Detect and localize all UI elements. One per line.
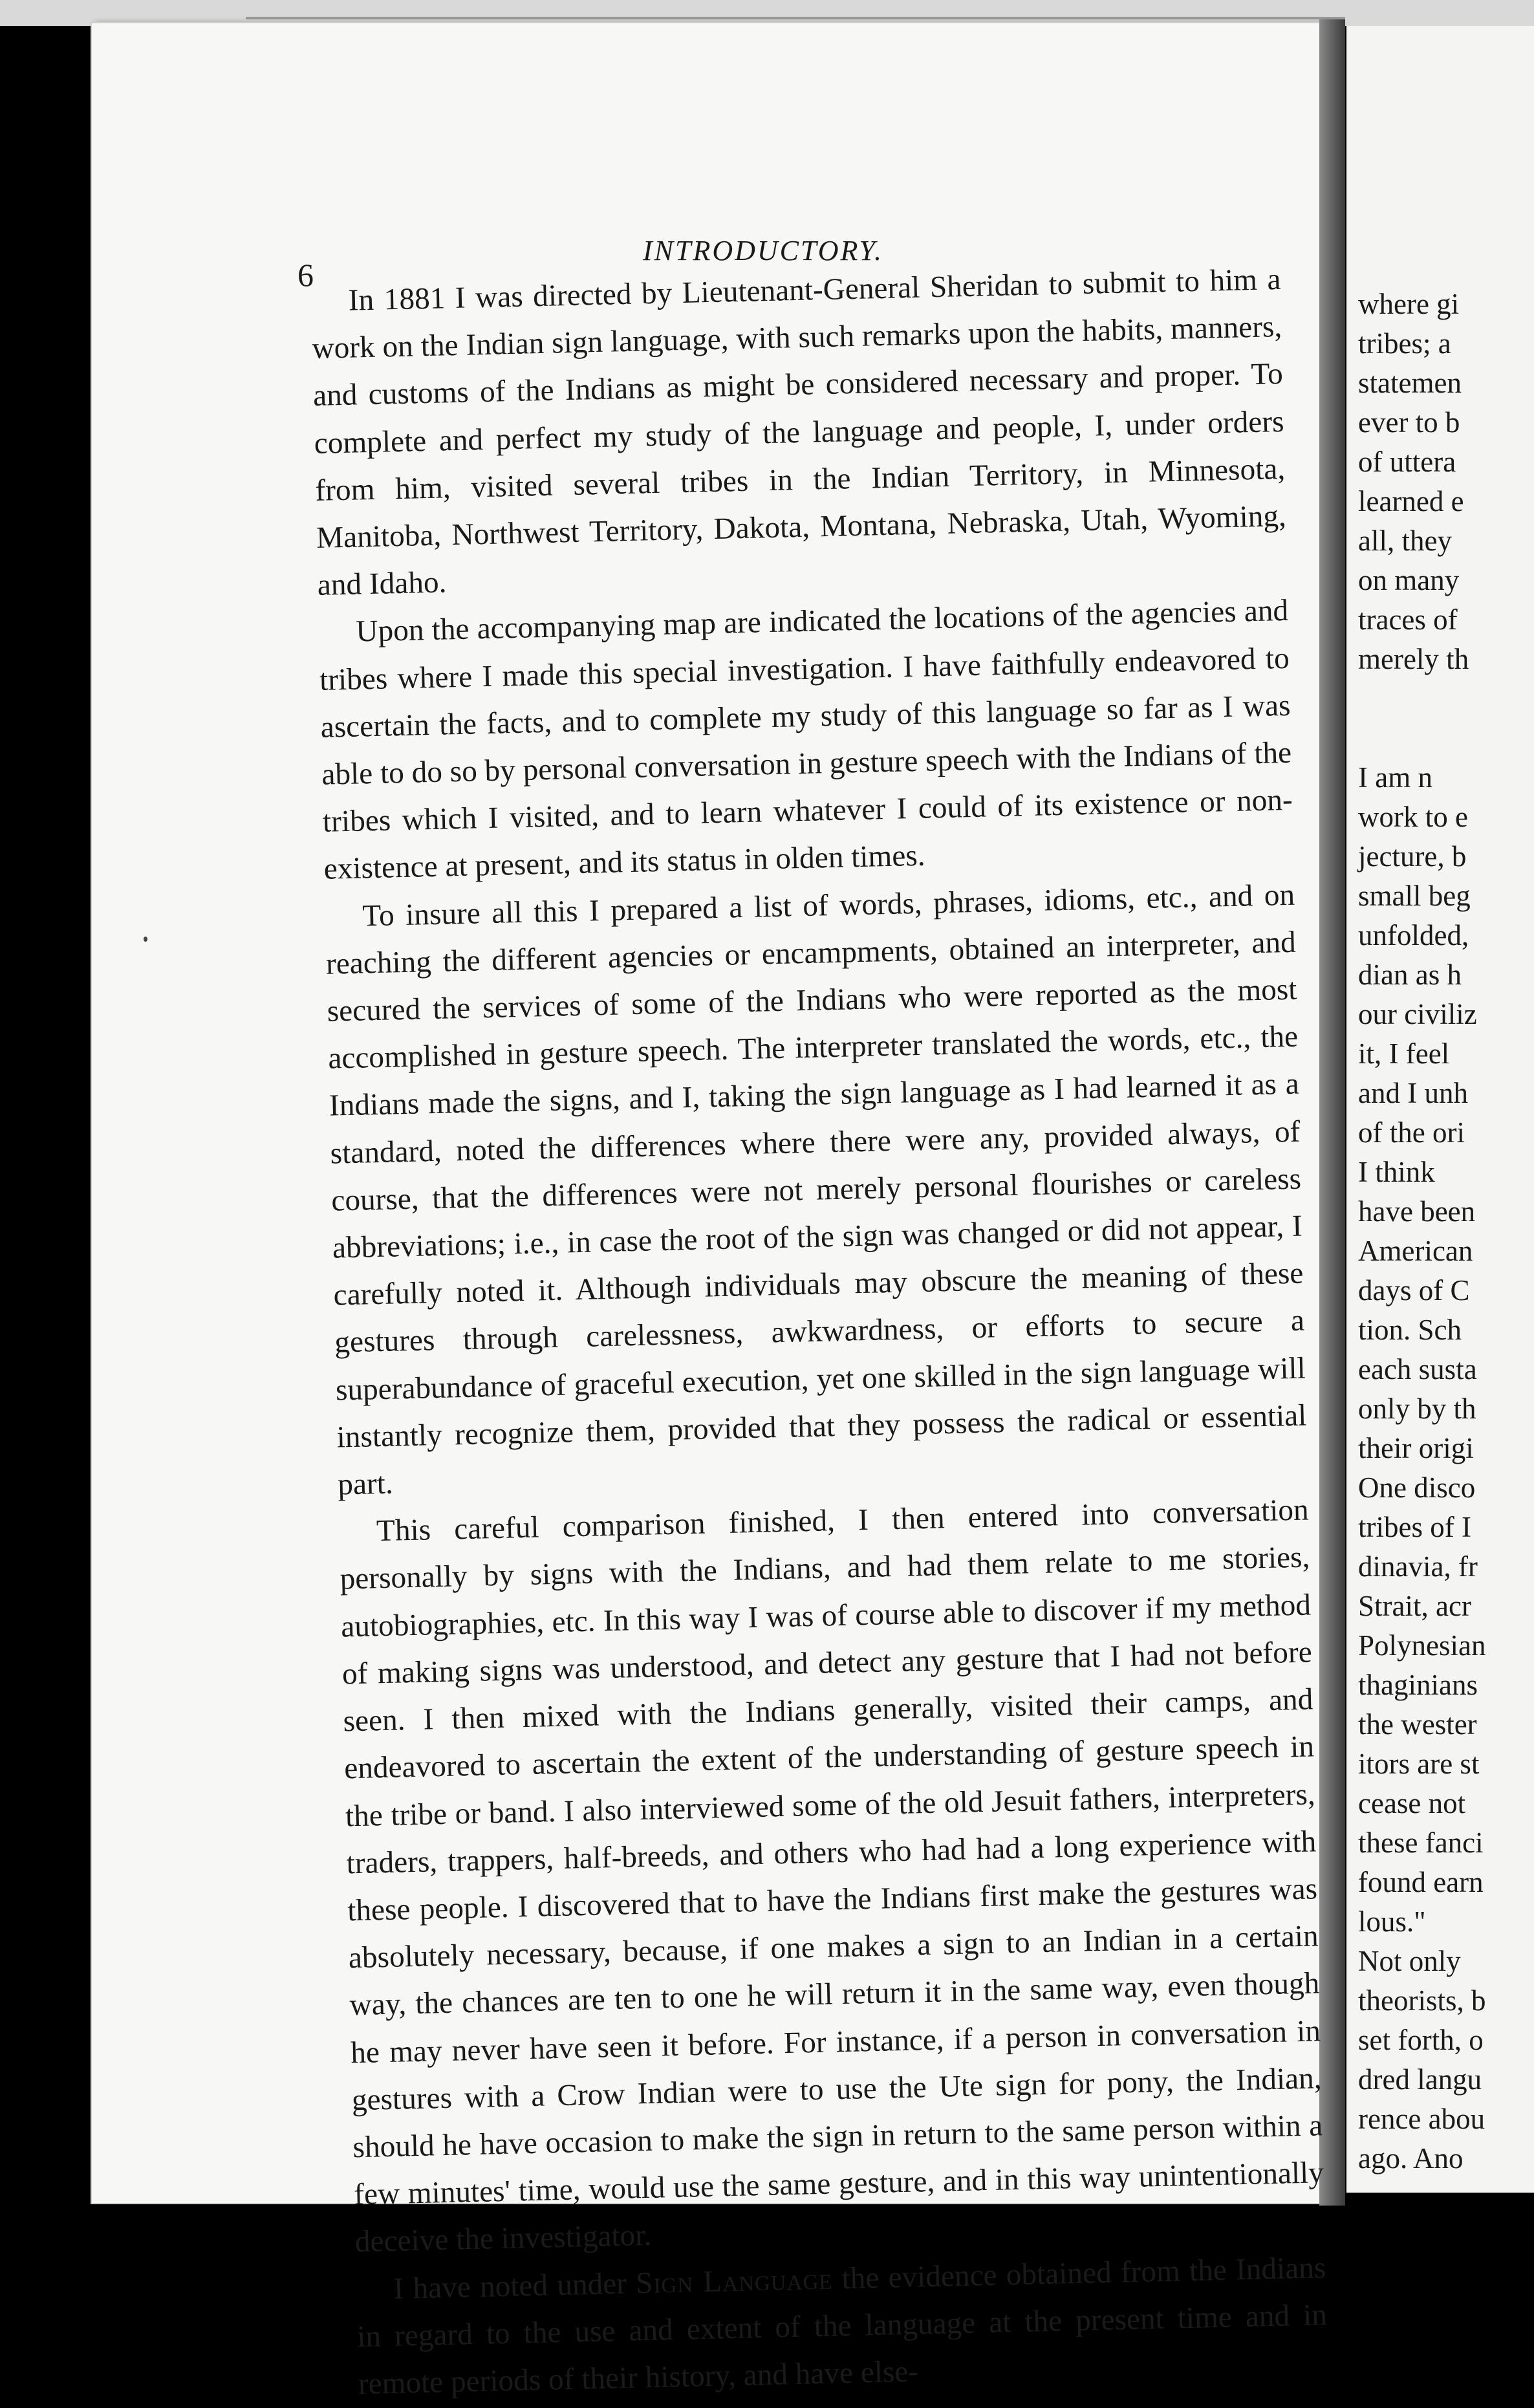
page-number: 6: [297, 257, 314, 293]
facing-page-line: cease not: [1358, 1787, 1466, 1819]
paragraph-3: To insure all this I prepared a list of words, phrases, idioms, etc., and on reaching the different agencies or encampments, obtained an interpreter, and secured the services of some of the Indians who were reported as the most accomplished in gesture speech. The interpreter translated the words, etc., the Indians made the signs, and I, taking the sign language as I had learned it as a standard, noted the differences where there were any, provided always, of course, that the differences were not merely personal flourishes or careless abbreviations; i.e., in case the root of the sign was changed or did not appear, I carefully noted it. Although individuals may obscure the meaning of these gestures through carelessness, awkwardness, or efforts to secure a superabundance of graceful execution, yet one skilled in the sign language will instantly recognize them, provided that they possess the radical or essential part.: [325, 878, 1307, 1502]
facing-page-line: American: [1358, 1235, 1473, 1267]
facing-page-line: tribes; a: [1358, 327, 1451, 360]
paragraph-4: This careful comparison finished, I then entered into conversation personally by signs with the Indians, and had them relate to me stories, autobiographies, etc. In this way I was of course able to discover if my method of making signs was understood, and detect any gesture that I had not before seen. I then mixed with the Indians generally, visited their camps, and endeavored to ascertain the extent of the understanding of gesture speech in the tribe or band. I also interviewed some of the old Jesuit fathers, interpreters, traders, trappers, half-breeds, and others who had had a long experience with these people. I discovered that to have the Indians first make the gestures was absolutely necessary, because, if one makes a sign to an Indian in a certain way, the chances are ten to one he will return it in the same way, even though he may never have seen it before. For instance, if a person in conversation in gestures with a Crow Indian were to use the Ute sign for pony, the Indian, should he have occasion to make the sign in return to the same person within a few minutes' time, would use the same gesture, and in this way unintentionally deceive the investigator.: [340, 1493, 1324, 2259]
facing-page-line: tribes of I: [1358, 1511, 1471, 1543]
facing-page-line: Strait, acr: [1358, 1590, 1471, 1622]
facing-page-line: rence abou: [1358, 2103, 1485, 2135]
facing-page-line: Not only: [1358, 1945, 1461, 1977]
facing-page-line: itors are st: [1358, 1748, 1480, 1780]
facing-page-line: on many: [1358, 564, 1460, 596]
facing-page-line: thaginians: [1358, 1669, 1478, 1701]
facing-page-line: ever to b: [1358, 406, 1460, 439]
paragraph-5-start: I have noted under: [393, 2266, 636, 2306]
facing-page-line: statemen: [1358, 367, 1462, 399]
facing-page-line: where gi: [1358, 288, 1460, 320]
body-text: [310, 256, 1328, 2408]
facing-page: [1346, 26, 1534, 2193]
facing-page-line: merely th: [1358, 643, 1469, 675]
facing-page-line: of the ori: [1358, 1116, 1465, 1149]
facing-page-line: ago. Ano: [1358, 2142, 1464, 2175]
facing-page-line: [1358, 679, 1534, 719]
paragraph-1: In 1881 I was directed by Lieutenant-General Sheridan to submit to him a work on the Indian sign language, with such remarks upon the habits, manners, and customs of the Indians as might be considered necessary and proper. To complete and perfect my study of the language and people, I, under orders from him, visited several tribes in the Indian Territory, in Minnesota, Manitoba, Northwest Territory, Dakota, Montana, Nebraska, Utah, Wyoming, and Idaho.: [311, 262, 1287, 603]
margin-speck: [144, 937, 147, 942]
facing-page-line: [1358, 719, 1534, 758]
facing-page-line: it, I feel: [1358, 1037, 1450, 1070]
facing-page-line: I am n: [1358, 761, 1432, 794]
facing-page-line: each susta: [1358, 1353, 1477, 1385]
facing-page-line: found earn: [1358, 1866, 1484, 1898]
facing-page-line: tion. Sch: [1358, 1314, 1462, 1346]
top-strip-line: [246, 17, 1345, 19]
facing-page-line: work to e: [1358, 801, 1468, 833]
facing-page-line: learned e: [1358, 485, 1464, 517]
facing-page-line: small beg: [1358, 880, 1471, 912]
facing-page-line: all, they: [1358, 525, 1452, 557]
paragraph-5-end: the evidence obtained from the Indians in regard to the use and extent of the language at the present time and in remote periods of their history, and have else-: [356, 2250, 1328, 2402]
facing-page-line: and I unh: [1358, 1077, 1468, 1109]
facing-page-text: [1358, 285, 1534, 2178]
facing-page-line: dian as h: [1358, 959, 1462, 991]
facing-page-line: set forth, o: [1358, 2024, 1484, 2056]
facing-page-line: unfolded,: [1358, 919, 1469, 951]
facing-page-line: only by th: [1358, 1393, 1476, 1425]
facing-page-line: lous.": [1358, 1905, 1426, 1938]
facing-page-line: of uttera: [1358, 446, 1456, 478]
page-gutter-edge: [1319, 19, 1345, 2206]
facing-page-line: the wester: [1358, 1708, 1477, 1741]
facing-page-line: these fanci: [1358, 1827, 1484, 1859]
paragraph-2: Upon the accompanying map are indicated the locations of the agencies and tribes where I made this special investigation. I have faithfully endeavored to ascertain the facts, and to complete my study of this language so far as I was able to do so by personal conversation in gesture speech with the Indians of the tribes which I visited, and to learn whatever I could of its existence or non-existence at present, and its status in olden times.: [319, 594, 1293, 887]
facing-page-line: dred langu: [1358, 2063, 1482, 2096]
facing-page-line: traces of: [1358, 603, 1458, 636]
header-title: INTRODUCTORY.: [643, 235, 883, 266]
facing-page-line: theorists, b: [1358, 1984, 1486, 2017]
facing-page-line: I think: [1358, 1156, 1435, 1188]
facing-page-line: have been: [1358, 1195, 1476, 1228]
facing-page-line: days of C: [1358, 1274, 1470, 1307]
facing-page-line: jecture, b: [1358, 840, 1467, 873]
facing-page-line: Polynesian: [1358, 1629, 1486, 1662]
facing-page-line: their origi: [1358, 1432, 1474, 1464]
sign-language-small-caps: Sign Language: [635, 2262, 833, 2300]
facing-page-line: dinavia, fr: [1358, 1550, 1478, 1583]
facing-page-line: One disco: [1358, 1471, 1476, 1504]
paragraph-5: [356, 2244, 1329, 2408]
facing-page-line: our civiliz: [1358, 998, 1477, 1030]
